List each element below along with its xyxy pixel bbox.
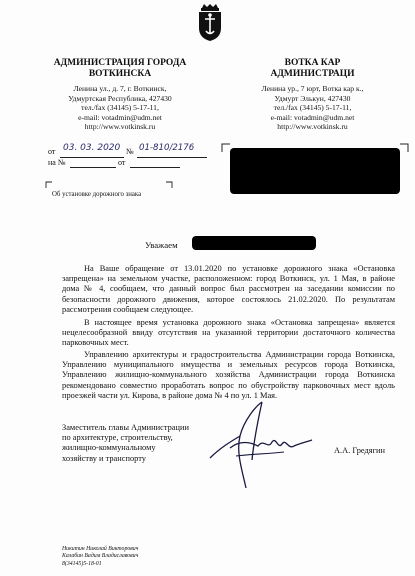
body-paragraph-2: В настоящее время установка дорожного знака «Остановка запрещена» является нецелесообразной ввиду отсутствия на указанной территории достаточного количества парковочных мест. [62, 318, 395, 348]
reg-ref-label: на № [48, 158, 66, 167]
addressee-redaction [230, 148, 400, 194]
phone-line: тел./fax (34145) 5-17-11, [273, 103, 352, 112]
email-line: e-mail: votadmin@udm.net [270, 112, 355, 122]
email-line: e-mail: votadmin@udm.net [78, 112, 162, 122]
body-paragraph-3: Управлению архитектуры и градостроительства Администрации города Воткинска, Управлению муниципального имущества и земельных ресурсов города Воткинска, Управлению жилищно-коммунального хозяйства Администрации города Воткинска рекомендовано совместно проработать вопрос по обустройству парковочных мест вдоль проезжей части ул. Кирова, в районе дома № 4 по ул. 1 Мая. [62, 350, 395, 400]
signatory-title-line: хозяйству и транспорту [62, 453, 146, 463]
executor-line: Никитин Николай Викторович [62, 546, 139, 552]
signatory-title-line: по архитектуре, строительству, [62, 433, 173, 443]
reg-number-line [137, 157, 207, 158]
executor-phone: 8(34145)5-18-01 [62, 560, 102, 567]
website-line: http://www.votkinsk.ru [84, 122, 156, 131]
executor-line: Калабин Вадим Владиславович [62, 553, 139, 560]
org-title-right-line2: АДМИНИСТРАЦИ [270, 69, 355, 79]
reg-from-label: от [48, 147, 56, 156]
signatory-name: А.А. Гредягин [334, 446, 385, 455]
reg-ref-date-line [130, 167, 180, 168]
org-title-right [225, 58, 400, 80]
subject-line: Об установке дорожного знака [52, 191, 142, 198]
greeting-name-redaction [192, 236, 316, 250]
reg-date-line [60, 157, 124, 158]
signatory-title-line: жилищно-коммунальному [62, 443, 156, 453]
signatory-title [62, 423, 189, 464]
org-address-right [225, 84, 400, 132]
body-paragraph-1: На Ваше обращение от 13.01.2020 по установке дорожного знака «Остановка запрещена» на земельном участке, расположенном: город Воткинск, ул. 1 Мая, в районе дома № 4, сообщаем, что данный вопрос был рассмотрен на заседании комиссии по безопасности дорожного движения, которое состоялось 21.02.2020. По результатам рассмотрения сообщаем следующее. [62, 264, 395, 314]
website-line: http://www.votkinsk.ru [277, 122, 348, 131]
address-line: Удмуртская Республика, 427430 [68, 93, 172, 103]
address-line: Ленина ул., д. 7, г. Воткинск, [73, 84, 167, 93]
org-address-left [30, 84, 210, 132]
signatory-title-line: Заместитель главы Администрации [62, 423, 189, 432]
coat-of-arms-icon [197, 4, 223, 42]
reg-number-handwritten: 01-810/2176 [139, 143, 195, 153]
org-title-right-line1: ВОТКА КАР [284, 58, 341, 68]
reg-date-handwritten: 03. 03. 2020 [63, 143, 121, 153]
address-line: Ленина ур., 7 юрт, Вотка кар к., [261, 84, 364, 93]
reg-ref-line [70, 167, 116, 168]
reg-ref-date-label: от [118, 158, 126, 167]
phone-line: тел./fax (34145) 5-17-11, [81, 103, 159, 112]
org-title-left-line2: ВОТКИНСКА [88, 69, 152, 79]
handwritten-signature [206, 400, 316, 492]
org-title-left [30, 58, 210, 80]
executor-info [62, 546, 138, 568]
reg-number-label: № [126, 147, 134, 156]
org-title-left-line1: АДМИНИСТРАЦИЯ ГОРОДА [53, 58, 187, 68]
greeting: Уважаем [145, 240, 178, 250]
address-line: Удмурт Элькун, 427430 [274, 93, 351, 103]
